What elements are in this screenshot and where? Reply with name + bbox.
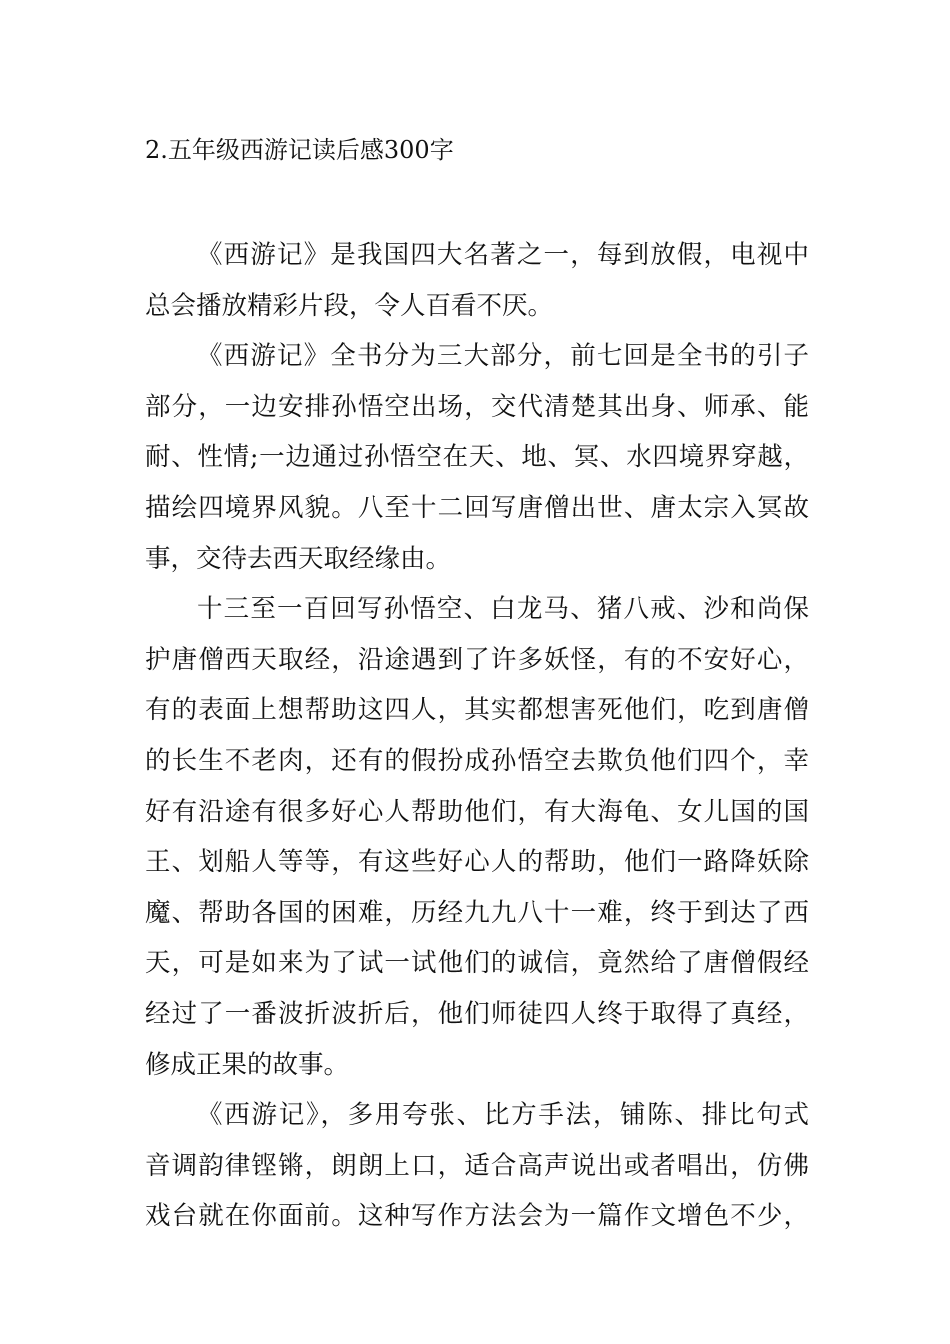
document-heading: 2.五年级西游记读后感300字 — [145, 136, 454, 164]
paragraph-line: 《西游记》是我国四大名著之一，每到放假，电视中 — [197, 240, 809, 270]
paragraph-line: 耐、性情;一边通过孙悟空在天、地、冥、水四境界穿越， — [145, 442, 809, 473]
paragraph-line: 护唐僧西天取经，沿途遇到了许多妖怪，有的不安好心， — [145, 644, 809, 675]
paragraph-line: 部分，一边安排孙悟空出场，交代清楚其出身、师承、能 — [145, 391, 809, 422]
paragraph-line: 魔、帮助各国的困难，历经九九八十一难，终于到达了西 — [145, 897, 809, 928]
paragraph-line: 好有沿途有很多好心人帮助他们，有大海龟、女儿国的国 — [145, 796, 809, 827]
paragraph-3 — [145, 584, 809, 1090]
paragraph-2 — [145, 331, 809, 584]
paragraph-line: 音调韵律铿锵，朗朗上口，适合高声说出或者唱出，仿佛 — [145, 1150, 809, 1181]
paragraph-line: 描绘四境界风貌。八至十二回写唐僧出世、唐太宗入冥故 — [145, 492, 809, 523]
paragraph-4 — [145, 1090, 809, 1242]
paragraph-line: 总会播放精彩片段，令人百看不厌。 — [145, 290, 554, 321]
paragraph-line: 《西游记》，多用夸张、比方手法，铺陈、排比句式 — [197, 1100, 809, 1131]
paragraph-line: 修成正果的故事。 — [145, 1049, 350, 1080]
paragraph-line: 戏台就在你面前。这种写作方法会为一篇作文增色不少， — [145, 1201, 809, 1232]
paragraph-line: 王、划船人等等，有这些好心人的帮助，他们一路降妖除 — [145, 847, 809, 878]
paragraph-line: 经过了一番波折波折后，他们师徒四人终于取得了真经， — [145, 998, 809, 1029]
paragraph-line: 《西游记》全书分为三大部分，前七回是全书的引子 — [197, 341, 809, 372]
paragraph-line: 的长生不老肉，还有的假扮成孙悟空去欺负他们四个，幸 — [145, 745, 809, 776]
document-body — [145, 230, 809, 1242]
paragraph-1 — [145, 230, 809, 331]
paragraph-line: 十三至一百回写孙悟空、白龙马、猪八戒、沙和尚保 — [197, 594, 809, 625]
paragraph-line: 事，交待去西天取经缘由。 — [145, 543, 452, 574]
paragraph-line: 有的表面上想帮助这四人，其实都想害死他们，吃到唐僧 — [145, 695, 809, 726]
paragraph-line: 天，可是如来为了试一试他们的诚信，竟然给了唐僧假经 — [145, 948, 809, 979]
